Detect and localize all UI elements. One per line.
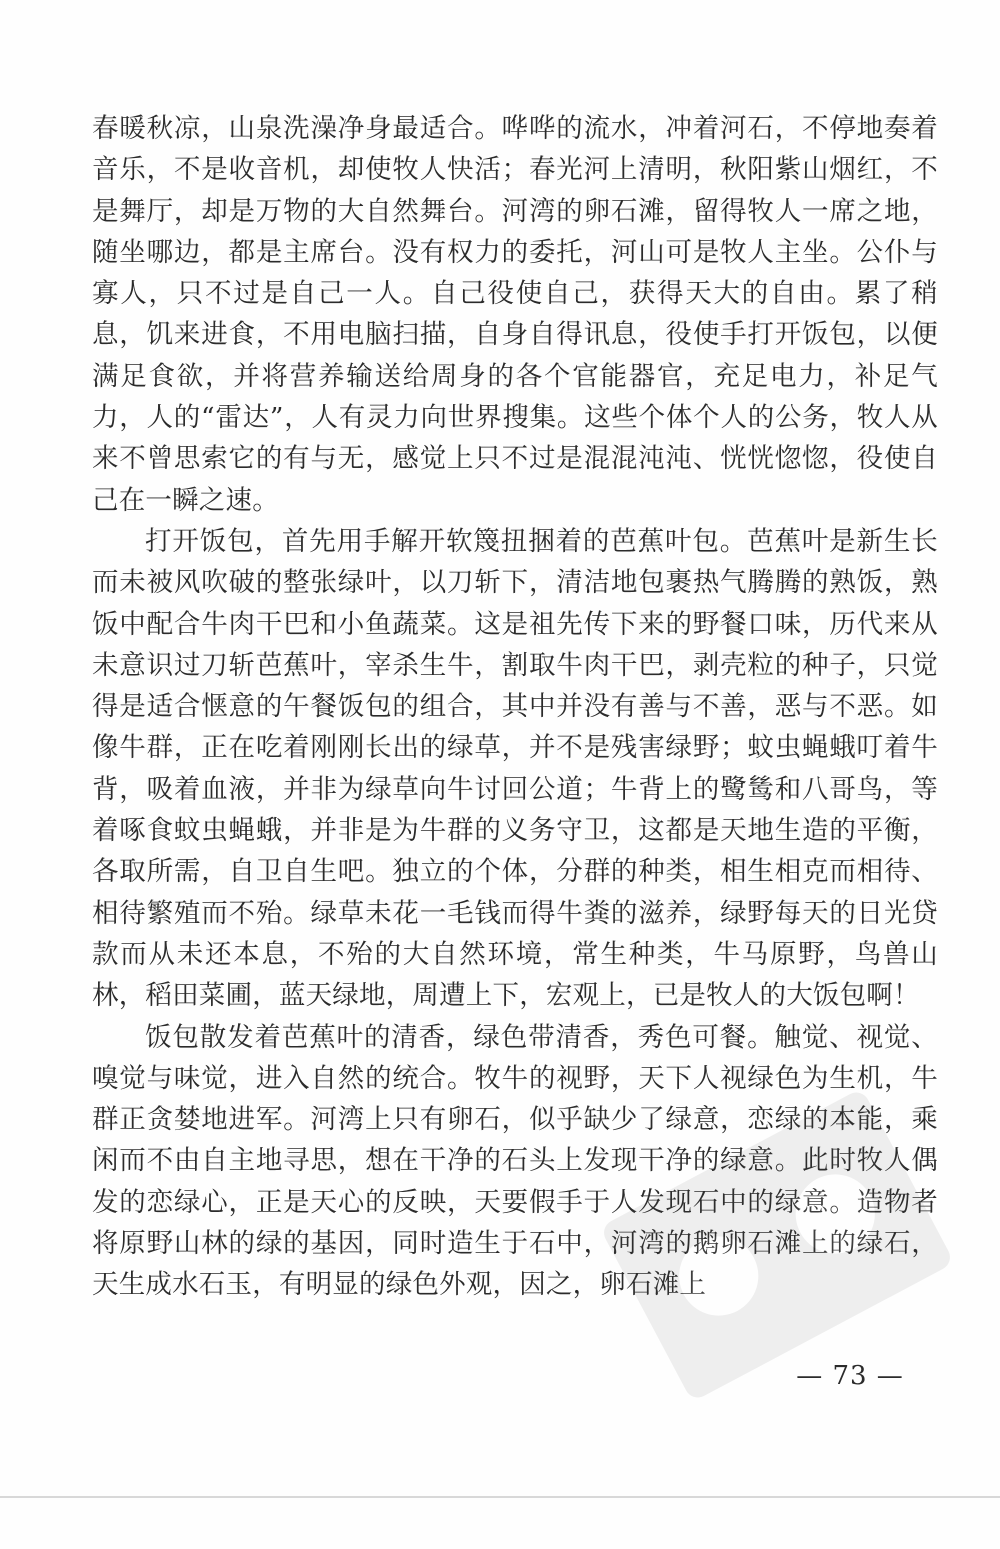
page-number: — 73 —: [796, 1361, 904, 1391]
body-text: [92, 108, 938, 1306]
paragraph-2: 打开饭包，首先用手解开软篾扭捆着的芭蕉叶包。芭蕉叶是新生长而未被风吹破的整张绿叶，以刀斩下，清洁地包裹热气腾腾的熟饭，熟饭中配合牛肉干巴和小鱼蔬菜。这是祖先传下来的野餐口味，历代来从未意识过刀斩芭蕉叶，宰杀生牛，割取牛肉干巴，剥壳粒的种子，只觉得是适合惬意的午餐饭包的组合，其中并没有善与不善，恶与不恶。如像牛群，正在吃着刚刚长出的绿草，并不是残害绿野；蚊虫蝇蛾叮着牛背，吸着血液，并非为绿草向牛讨回公道；牛背上的鹭鸶和八哥鸟，等着啄食蚊虫蝇蛾，并非是为牛群的义务守卫，这都是天地生造的平衡，各取所需，自卫自生吧。独立的个体，分群的种类，相生相克而相待、相待繁殖而不殆。绿草未花一毛钱而得牛粪的滋养，绿野每天的日光贷款而从未还本息，不殆的大自然环境，常生种类，牛马原野，鸟兽山林，稻田菜圃，蓝天绿地，周遭上下，宏观上，已是牧人的大饭包啊！: [92, 525, 938, 1012]
paragraph-3: 饭包散发着芭蕉叶的清香，绿色带清香，秀色可餐。触觉、视觉、嗅觉与味觉，进入自然的统合。牧牛的视野，天下人视绿色为生机，牛群正贪婪地进军。河湾上只有卵石，似乎缺少了绿意，恋绿的本能，乘闲而不由自主地寻思，想在干净的石头上发现干净的绿意。此时牧人偶发的恋绿心，正是天心的反映，天要假手于人发现石中的绿意。造物者将原野山林的绿的基因，同时造生于石中，河湾的鹅卵石滩上的绿石，天生成水石玉，有明显的绿色外观，因之，卵石滩上: [92, 1021, 938, 1301]
scan-edge-divider: [0, 1496, 1000, 1498]
paragraph-1: 春暖秋凉，山泉洗澡净身最适合。哗哗的流水，冲着河石，不停地奏着音乐，不是收音机，却使牧人快活；春光河上清明，秋阳紫山烟红，不是舞厅，却是万物的大自然舞台。河湾的卵石滩，留得牧人一席之地，随坐哪边，都是主席台。没有权力的委托，河山可是牧人主坐。公仆与寡人，只不过是自己一人。自己役使自己，获得天大的自由。累了稍息，饥来进食，不用电脑扫描，自身自得讯息，役使手打开饭包，以便满足食欲，并将营养输送给周身的各个官能器官，充足电力，补足气力，人的“雷达”，人有灵力向世界搜集。这些个体个人的公务，牧人从来不曾思索它的有与无，感觉上只不过是混混沌沌、恍恍惚惚，役使自己在一瞬之速。: [92, 113, 938, 516]
